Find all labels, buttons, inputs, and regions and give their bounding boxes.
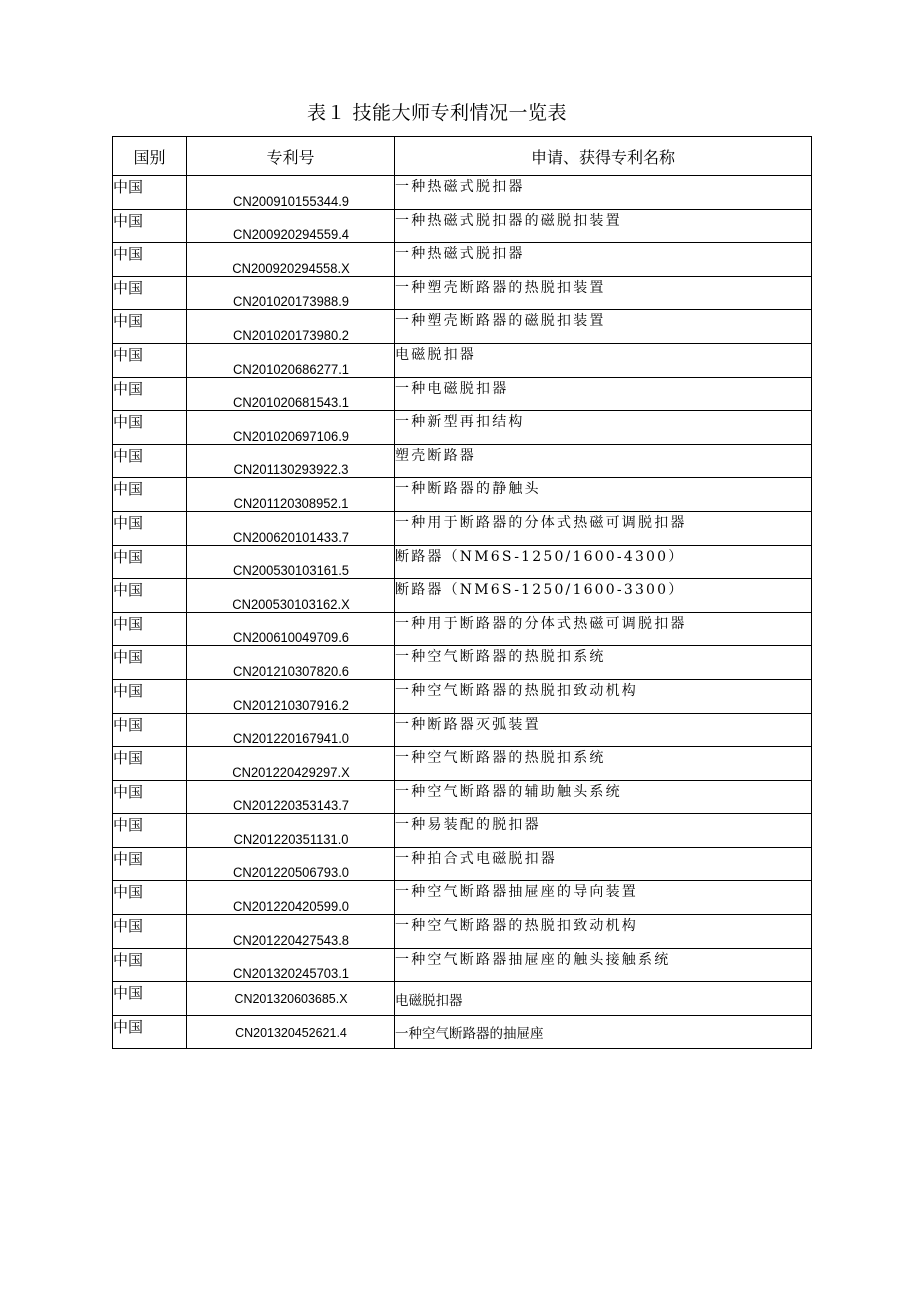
country-cell: 中国 [113, 612, 187, 646]
table-row [113, 411, 812, 445]
country-cell: 中国 [113, 713, 187, 747]
country-cell: 中国 [113, 243, 187, 277]
patent-name-cell: 一种空气断路器的辅助触头系统 [395, 780, 812, 814]
table-row [113, 982, 812, 1016]
patent-number-cell: CN201020686277.1 [191, 343, 391, 377]
table-row [113, 310, 812, 344]
patent-number-cell: CN201220427543.8 [191, 915, 391, 949]
patent-number-cell: CN201320603685.X [191, 982, 391, 1016]
patent-number-cell: CN200620101433.7 [191, 511, 391, 545]
patent-name-cell: 一种用于断路器的分体式热磁可调脱扣器 [395, 511, 812, 545]
patent-number-cell: CN201220506793.0 [191, 847, 391, 881]
country-cell: 中国 [113, 545, 187, 579]
table-row [113, 847, 812, 881]
country-cell: 中国 [113, 444, 187, 478]
table-row [113, 881, 812, 915]
country-cell: 中国 [113, 881, 187, 915]
patent-name-cell: 断路器（NM6S-1250/1600-3300） [395, 579, 812, 613]
patent-name-cell: 一种空气断路器抽屉座的触头接触系统 [395, 948, 812, 982]
patent-name-cell: 一种空气断路器抽屉座的导向装置 [395, 881, 812, 915]
country-cell: 中国 [113, 1015, 187, 1049]
patent-number-cell: CN201120308952.1 [191, 478, 391, 512]
patent-number-cell: CN201210307916.2 [191, 679, 391, 713]
header-row [113, 137, 812, 176]
country-cell: 中国 [113, 276, 187, 310]
patent-number-cell: CN201210307820.6 [191, 646, 391, 680]
country-cell: 中国 [113, 176, 187, 210]
table-row [113, 377, 812, 411]
table-row [113, 1015, 812, 1049]
table-row [113, 243, 812, 277]
table-row [113, 612, 812, 646]
patent-name-cell: 一种塑壳断路器的磁脱扣装置 [395, 310, 812, 344]
patent-name-cell: 一种空气断路器的热脱扣致动机构 [395, 679, 812, 713]
country-cell: 中国 [113, 511, 187, 545]
patent-name-cell: 一种空气断路器的热脱扣致动机构 [395, 915, 812, 949]
country-cell: 中国 [113, 377, 187, 411]
country-cell: 中国 [113, 579, 187, 613]
patent-name-cell: 一种断路器灭弧装置 [395, 713, 812, 747]
country-cell: 中国 [113, 747, 187, 781]
country-cell: 中国 [113, 814, 187, 848]
country-cell: 中国 [113, 310, 187, 344]
country-cell: 中国 [113, 411, 187, 445]
patent-number-cell: CN200920294559.4 [191, 209, 391, 243]
table-row [113, 814, 812, 848]
patent-number-cell: CN200910155344.9 [191, 176, 391, 210]
header-patent-number: 专利号 [187, 137, 395, 176]
header-patent-name: 申请、获得专利名称 [395, 137, 812, 176]
patent-number-cell: CN201020681543.1 [191, 377, 391, 411]
table-row [113, 545, 812, 579]
patent-number-cell: CN201220167941.0 [191, 713, 391, 747]
patent-number-cell: CN201320452621.4 [191, 1015, 391, 1049]
patent-number-cell: CN200530103161.5 [191, 545, 391, 579]
country-cell: 中国 [113, 343, 187, 377]
country-cell: 中国 [113, 948, 187, 982]
table-row [113, 343, 812, 377]
patent-name-cell: 电磁脱扣器 [395, 343, 812, 377]
patent-number-cell: CN201020697106.9 [191, 411, 391, 445]
table-header [113, 137, 812, 176]
patent-number-cell: CN201130293922.3 [191, 444, 391, 478]
patent-name-cell: 一种热磁式脱扣器的磁脱扣装置 [395, 209, 812, 243]
table-row [113, 511, 812, 545]
patent-number-cell: CN201220353143.7 [191, 780, 391, 814]
table-row [113, 646, 812, 680]
table-row [113, 679, 812, 713]
patent-number-cell: CN201320245703.1 [191, 948, 391, 982]
country-cell: 中国 [113, 646, 187, 680]
patent-table [112, 136, 812, 1049]
patent-name-cell: 一种热磁式脱扣器 [395, 176, 812, 210]
patent-name-cell: 断路器（NM6S-1250/1600-4300） [395, 545, 812, 579]
patent-name-cell: 电磁脱扣器 [395, 982, 812, 1016]
patent-number-cell: CN201220351131.0 [191, 814, 391, 848]
table-row [113, 176, 812, 210]
patent-name-cell: 一种拍合式电磁脱扣器 [395, 847, 812, 881]
table-row [113, 948, 812, 982]
country-cell: 中国 [113, 915, 187, 949]
patent-name-cell: 一种空气断路器的热脱扣系统 [395, 747, 812, 781]
table-row [113, 780, 812, 814]
patent-number-cell: CN200920294558.X [191, 243, 391, 277]
table-row [113, 579, 812, 613]
patent-name-cell: 一种断路器的静触头 [395, 478, 812, 512]
table-row [113, 444, 812, 478]
table-row [113, 747, 812, 781]
patent-number-cell: CN200530103162.X [191, 579, 391, 613]
patent-number-cell: CN201020173980.2 [191, 310, 391, 344]
patent-name-cell: 一种空气断路器的抽屉座 [395, 1015, 812, 1049]
table-row [113, 915, 812, 949]
patent-name-cell: 一种空气断路器的热脱扣系统 [395, 646, 812, 680]
patent-number-cell: CN200610049709.6 [191, 612, 391, 646]
country-cell: 中国 [113, 478, 187, 512]
patent-name-cell: 一种用于断路器的分体式热磁可调脱扣器 [395, 612, 812, 646]
patent-number-cell: CN201220429297.X [191, 747, 391, 781]
patent-name-cell: 一种塑壳断路器的热脱扣装置 [395, 276, 812, 310]
table-row [113, 713, 812, 747]
page-title: 表１ 技能大师专利情况一览表 [306, 102, 568, 124]
patent-name-cell: 一种新型再扣结构 [395, 411, 812, 445]
country-cell: 中国 [113, 209, 187, 243]
table-body [113, 176, 812, 1049]
country-cell: 中国 [113, 679, 187, 713]
patent-number-cell: CN201020173988.9 [191, 276, 391, 310]
header-country: 国别 [113, 137, 187, 176]
country-cell: 中国 [113, 982, 187, 1016]
patent-name-cell: 塑壳断路器 [395, 444, 812, 478]
country-cell: 中国 [113, 780, 187, 814]
patent-name-cell: 一种易装配的脱扣器 [395, 814, 812, 848]
patent-name-cell: 一种热磁式脱扣器 [395, 243, 812, 277]
table-row [113, 276, 812, 310]
patent-number-cell: CN201220420599.0 [191, 881, 391, 915]
country-cell: 中国 [113, 847, 187, 881]
patent-name-cell: 一种电磁脱扣器 [395, 377, 812, 411]
table-row [113, 209, 812, 243]
table-row [113, 478, 812, 512]
